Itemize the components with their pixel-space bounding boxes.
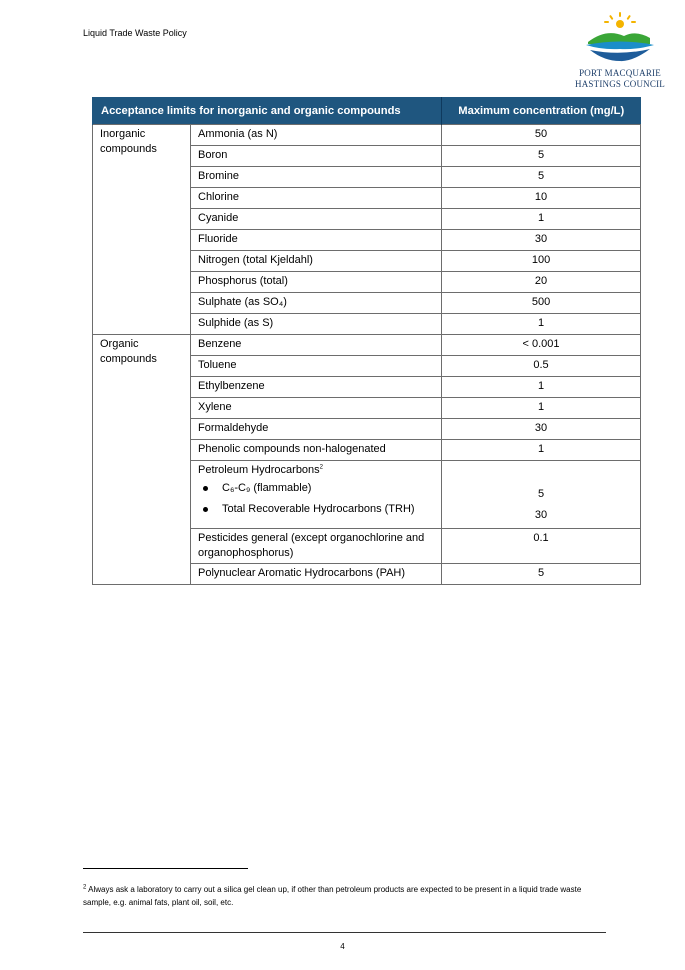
max-concentration-value: 50 (442, 125, 641, 146)
petroleum-values (442, 461, 641, 529)
compound-name: Sulphide (as S) (191, 314, 442, 335)
compound-name: Pesticides general (except organochlorine and organophosphorus) (191, 529, 442, 564)
max-concentration-value: 10 (442, 188, 641, 209)
footnote (83, 883, 603, 909)
compound-name: Toluene (191, 356, 442, 377)
max-concentration-value: 1 (442, 377, 641, 398)
max-concentration-value: 0.5 (442, 356, 641, 377)
compound-name: Ammonia (as N) (191, 125, 442, 146)
compound-name: C₆-C₉ (flammable) (222, 481, 312, 494)
max-concentration-value: 30 (442, 230, 641, 251)
max-concentration-value: 1 (442, 440, 641, 461)
max-concentration-value: 1 (442, 209, 641, 230)
council-logo (566, 12, 674, 88)
compound-name-petroleum (191, 461, 442, 529)
bullet-icon (203, 486, 208, 491)
compound-name: Polynuclear Aromatic Hydrocarbons (PAH) (191, 563, 442, 584)
compound-name: Boron (191, 146, 442, 167)
bullet-icon (203, 507, 208, 512)
logo-text-line-2: HASTINGS COUNCIL (575, 79, 665, 89)
max-concentration-value: 0.1 (442, 529, 641, 564)
max-concentration-value: 500 (442, 293, 641, 314)
max-concentration-value: 5 (442, 146, 641, 167)
compound-name: Nitrogen (total Kjeldahl) (191, 251, 442, 272)
acceptance-limits-table (92, 97, 641, 585)
footnote-number: 2 (83, 884, 87, 891)
max-concentration-value: 5 (537, 488, 545, 500)
footnote-reference: 2 (319, 464, 324, 471)
max-concentration-value: 1 (442, 314, 641, 335)
table-row (93, 335, 641, 356)
header-max-concentration: Maximum concentration (mg/L) (442, 97, 641, 125)
max-concentration-value: < 0.001 (442, 335, 641, 356)
max-concentration-value: 20 (442, 272, 641, 293)
bullet-item (203, 499, 434, 520)
petroleum-title-text: Petroleum Hydrocarbons (198, 464, 320, 476)
category-inorganic: Inorganic compounds (93, 125, 191, 335)
compound-name: Formaldehyde (191, 419, 442, 440)
footnote-separator (83, 868, 248, 869)
category-organic: Organic compounds (93, 335, 191, 585)
max-concentration-value: 30 (442, 419, 641, 440)
compound-name: Total Recoverable Hydrocarbons (TRH) (222, 502, 415, 515)
compound-name: Sulphate (as SO₄) (191, 293, 442, 314)
compound-name: Cyanide (191, 209, 442, 230)
logo-text-line-1: PORT MACQUARIE (579, 68, 661, 78)
table-row (93, 125, 641, 146)
header-compounds: Acceptance limits for inorganic and organic compounds (93, 97, 442, 125)
page-number: 4 (340, 942, 345, 951)
compound-name: Phenolic compounds non-halogenated (191, 440, 442, 461)
compound-name: Phosphorus (total) (191, 272, 442, 293)
max-concentration-value: 100 (442, 251, 641, 272)
compound-name: Chlorine (191, 188, 442, 209)
table-header-row (93, 97, 641, 125)
document-title: Liquid Trade Waste Policy (83, 28, 187, 38)
compound-name: Benzene (191, 335, 442, 356)
max-concentration-value: 5 (442, 167, 641, 188)
max-concentration-value: 5 (442, 563, 641, 584)
bullet-item (203, 478, 434, 499)
footer-rule (83, 932, 606, 933)
compound-name: Xylene (191, 398, 442, 419)
max-concentration-value: 1 (442, 398, 641, 419)
spacer (449, 463, 633, 484)
compound-name: Ethylbenzene (191, 377, 442, 398)
petroleum-title (198, 463, 434, 478)
compound-name: Bromine (191, 167, 442, 188)
footnote-text: Always ask a laboratory to carry out a silica gel clean up, if other than petroleum products are expected to be present in a liquid trade waste sample, e.g. animal fats, plant oil, soil, etc. (83, 885, 582, 908)
compound-name: Fluoride (191, 230, 442, 251)
max-concentration-value: 30 (534, 509, 548, 521)
sun-hills-water-logo-icon (566, 12, 674, 68)
